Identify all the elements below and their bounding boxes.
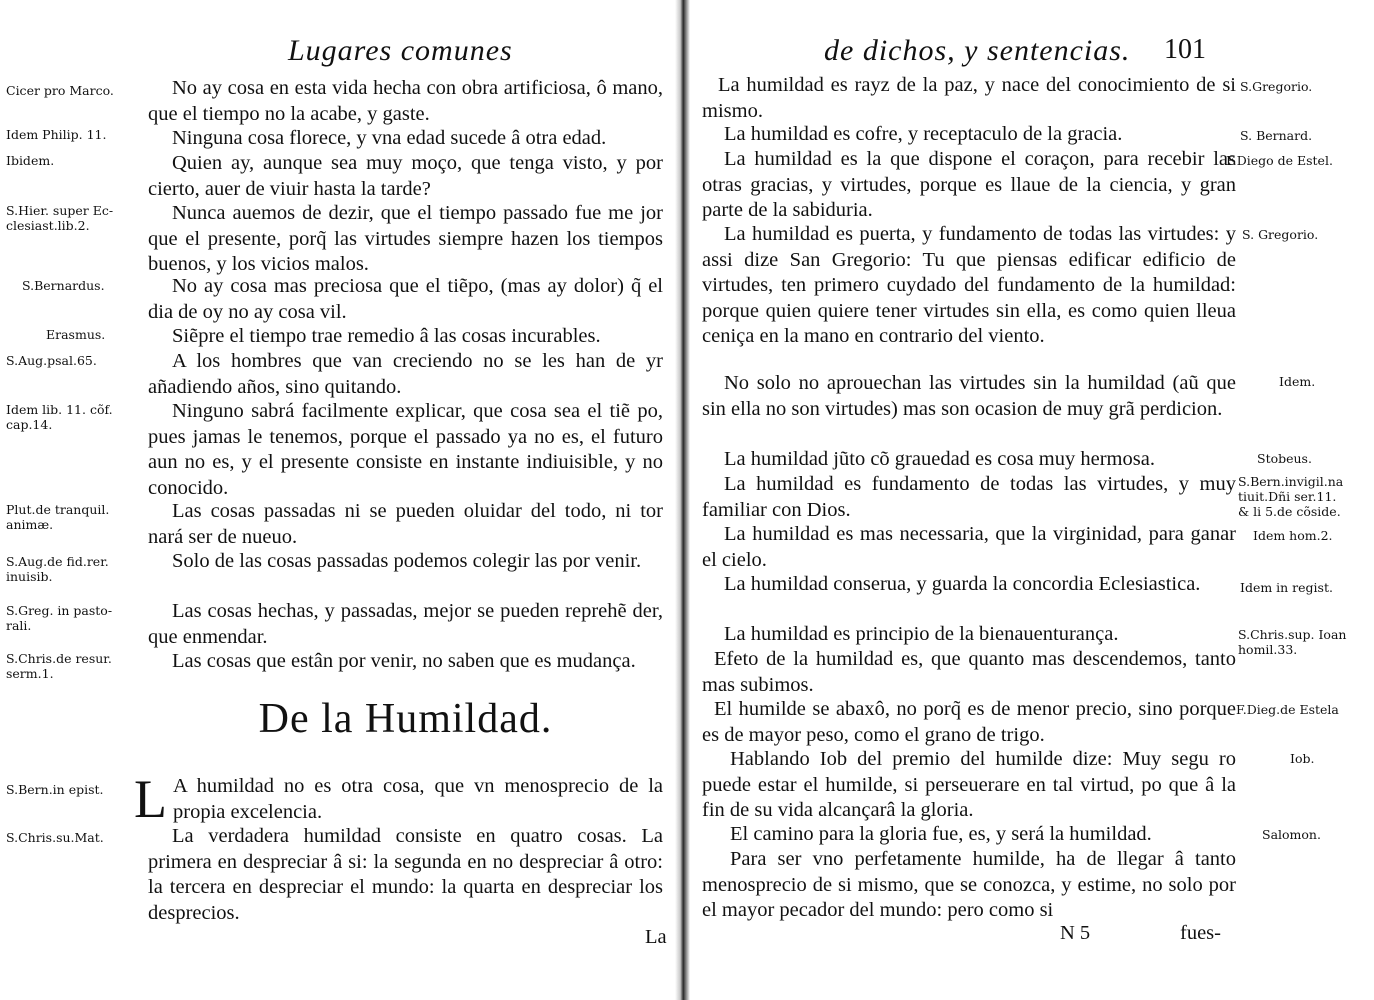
margin-note: S.Chris.sup. Ioan homil.33. (1238, 627, 1347, 657)
margin-note: Idem lib. 11. cõf. cap.14. (6, 402, 113, 432)
entry-text: La humildad es fundamento de todas las virtudes, y muy familiar con Dios. (702, 473, 1236, 521)
entry-text: La humildad es puerta, y fundamento de todas las virtudes: y assi dize San Gregorio: Tu que piensas edificar edificio de virtudes, ten primero cuydado del fundamento de la humildad: porque quien quiere tener virtudes sin ella, es como quien lleua ceniça en la mano en contrario del viento. (702, 223, 1236, 347)
entry-text: Siẽpre el tiempo trae remedio â las cosas incurables. (172, 325, 601, 347)
margin-note: Idem Philip. 11. (6, 127, 107, 142)
margin-note: S.Greg. in pasto- rali. (6, 603, 113, 633)
entry-text: El camino para la gloria fue, es, y será la humildad. (730, 823, 1152, 845)
entry-text: La verdadera humildad consiste en quatro cosas. La primera en despreciar â si: la segunda en no despreciar â otro: la tercera en despreciar el mundo: la quarta en despreciar los desprecios. (148, 825, 663, 924)
margin-note: F.Dieg.de Estela (1236, 702, 1339, 717)
entry-text: La humildad conserua, y guarda la concordia Eclesiastica. (724, 573, 1201, 595)
entry-text: La humildad es rayz de la paz, y nace del conocimiento de si mismo. (702, 74, 1236, 122)
entry-text: La humildad es mas necessaria, que la virginidad, para ganar el cielo. (702, 523, 1236, 571)
margin-note: S.Bern.invigil.na tiuit.Dñi ser.11. & li 5.de cõside. (1238, 474, 1344, 519)
entry-text: Las cosas que estân por venir, no saben que es mudança. (172, 650, 636, 672)
entry-text: No ay cosa mas preciosa que el tiẽpo, (mas ay dolor) q̃ el dia de oy no ay cosa vil. (148, 275, 663, 323)
entry-text: Ninguno sabrá facilmente explicar, que cosa sea el tiẽ po, pues jamas le tenemos, porque el passado ya no es, el futuro aun no es, y el presente consiste en instante indiuisible, y no conocido. (148, 400, 663, 499)
section-heading: De la Humildad. (258, 696, 553, 742)
right-running-head: de dichos, y sentencias. (824, 34, 1131, 67)
margin-note: S.Aug.psal.65. (6, 353, 97, 368)
entry-text: Efeto de la humildad es, que quanto mas descendemos, tanto mas subimos. (702, 648, 1236, 696)
entry-text: Ninguna cosa florece, y vna edad sucede â otra edad. (172, 127, 607, 149)
entry-text: A los hombres que van creciendo no se les han de yr añadiendo años, sino quitando. (148, 350, 663, 398)
entry-text: No solo no aprouechan las virtudes sin la humildad (aũ que sin ella no son virtudes) mas son ocasion de muy grã perdicion. (702, 372, 1236, 420)
margin-note: S.Bern.in epist. (6, 782, 104, 797)
signature-mark: N 5 (1060, 922, 1091, 944)
entry-text: El humilde se abaxô, no porq̃ es de menor precio, sino porque es de mayor peso, como el grano de trigo. (702, 698, 1236, 746)
catchword: fues- (1180, 922, 1221, 944)
entry-text: La humildad es la que dispone el coraçon, para recebir las otras gracias, y virtudes, porque es llaue de la ciencia, y gran parte de la sabiduria. (702, 148, 1236, 221)
margin-note: Erasmus. (46, 327, 106, 342)
entry-text: Para ser vno perfetamente humilde, ha de llegar â tanto menosprecio de si mismo, que se conozca, y estime, no solo por el mayor pecador del mundo: pero como si (702, 848, 1236, 921)
left-running-head: Lugares comunes (288, 34, 513, 67)
entry-text: Solo de las cosas passadas podemos colegir las por venir. (172, 550, 642, 572)
margin-note: S. Gregorio. (1242, 227, 1319, 242)
catchword: La (645, 926, 667, 948)
margin-note: Idem hom.2. (1253, 528, 1333, 543)
margin-note: Idem. (1279, 374, 1316, 389)
left-page (0, 0, 675, 1000)
entry-text: L A humildad no es otra cosa, que vn menosprecio de la propia excelencia. (134, 769, 663, 829)
margin-note: S.Aug.de fid.rer. inuisib. (6, 554, 109, 584)
entry-text: Las cosas hechas, y passadas, mejor se pueden reprehẽ der, que enmendar. (148, 600, 663, 648)
margin-note: S.Hier. super Ec- clesiast.lib.2. (6, 203, 114, 233)
entry-text: La humildad es principio de la bienauenturança. (724, 623, 1119, 645)
margin-note: F.Diego de Estel. (1226, 153, 1333, 168)
entry-text: Nunca auemos de dezir, que el tiempo passado fue me jor que el presente, porq̃ las virtudes siempre hazen los tiempos buenos, y los vicios malos. (148, 202, 663, 275)
margin-note: S.Chris.de resur. serm.1. (6, 651, 112, 681)
margin-note: S. Bernard. (1240, 128, 1313, 143)
entry-text: Hablando Iob del premio del humilde dize: Muy segu ro puede estar el humilde, si perseuerare en tal virtud, po que â la fin de su vida alcançarâ la gloria. (702, 748, 1236, 821)
drop-cap: L (134, 769, 167, 829)
margin-note: S.Bernardus. (22, 278, 105, 293)
entry-text: Las cosas passadas ni se pueden oluidar del todo, ni tor nará ser de nueuo. (148, 500, 663, 548)
page-number: 101 (1164, 34, 1206, 65)
margin-note: Idem in regist. (1240, 580, 1333, 595)
margin-note: Stobeus. (1257, 451, 1312, 466)
margin-note: S.Gregorio. (1240, 79, 1313, 94)
entry-text: Quien ay, aunque sea muy moço, que tenga visto, y por cierto, auer de viuir hasta la tarde? (148, 152, 663, 200)
margin-note: Salomon. (1262, 827, 1321, 842)
entry-text: No ay cosa en esta vida hecha con obra artificiosa, ô mano, que el tiempo no la acabe, y gaste. (148, 77, 663, 125)
entry-text: La humildad es cofre, y receptaculo de la gracia. (724, 123, 1123, 145)
margin-note: Plut.de tranquil. animæ. (6, 502, 110, 532)
entry-text: La humildad jũto cõ grauedad es cosa muy hermosa. (724, 448, 1155, 470)
margin-note: S.Chris.su.Mat. (6, 830, 104, 845)
right-page (690, 0, 1374, 1000)
margin-note: Iob. (1290, 751, 1315, 766)
margin-note: Ibidem. (6, 153, 55, 168)
margin-note: Cicer pro Marco. (6, 83, 114, 98)
book-gutter (675, 0, 690, 1000)
